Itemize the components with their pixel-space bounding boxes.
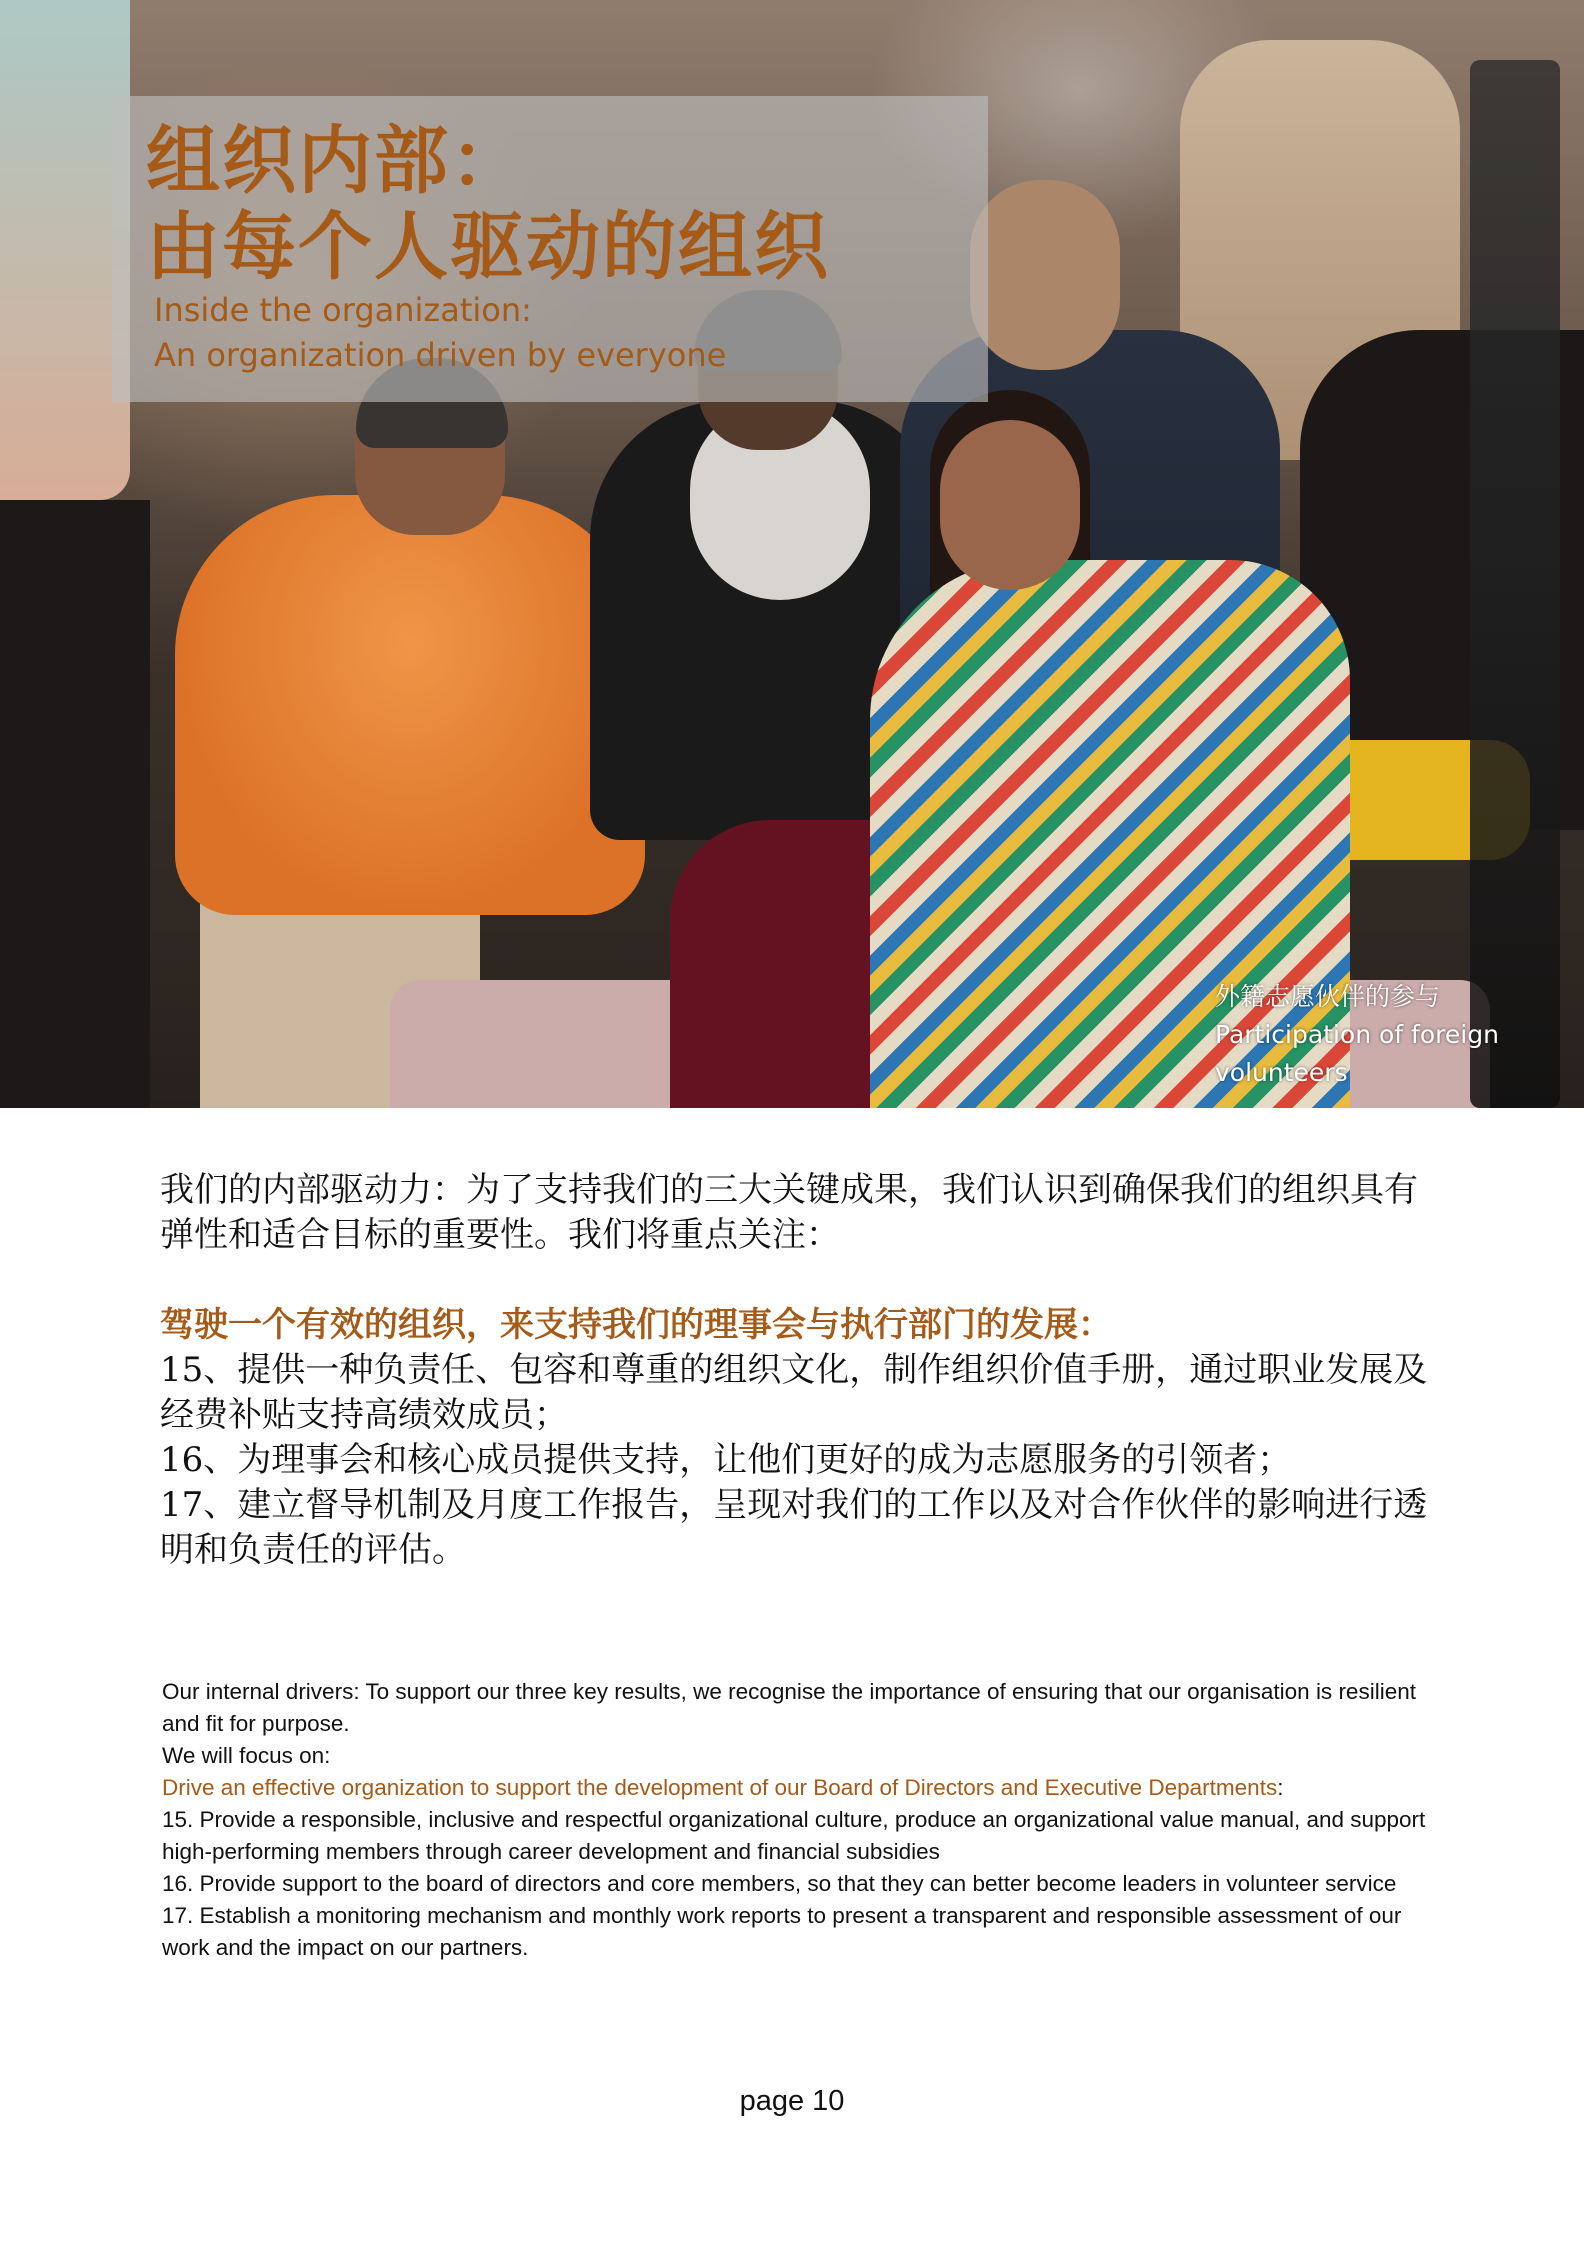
chinese-section: [160, 1168, 1450, 1573]
english-heading-line: [162, 1772, 1452, 1804]
title-cn-line-1: 组织内部：: [146, 118, 526, 204]
title-en-line-2: An organization driven by everyone: [154, 336, 727, 374]
chinese-item-17: 17、建立督导机制及月度工作报告，呈现对我们的工作以及对合作伙伴的影响进行透明和负责任的评估。: [160, 1485, 1428, 1570]
caption-cn: 外籍志愿伙伴的参与: [1215, 982, 1441, 1011]
english-section: [162, 1676, 1452, 1964]
english-heading: Drive an effective organization to support the development of our Board of Directors and Executive Departments: [162, 1775, 1278, 1800]
title-panel: [112, 96, 988, 402]
caption-en-line-2: volunteers: [1215, 1058, 1348, 1087]
english-focus: We will focus on:: [162, 1743, 331, 1768]
title-en-line-1: Inside the organization:: [154, 291, 532, 329]
english-heading-suffix: :: [1277, 1775, 1284, 1800]
title-cn-line-2: 由每个人驱动的组织: [146, 204, 830, 290]
english-intro: Our internal drivers: To support our three key results, we recognise the importance of ensuring that our organisation is resilient and fit for purpose.: [162, 1679, 1416, 1736]
chinese-item-16: 16、为理事会和核心成员提供支持，让他们更好的成为志愿服务的引领者；: [160, 1440, 1292, 1480]
page-title-chinese: [146, 118, 830, 290]
page-title-english: [154, 288, 726, 378]
photo-caption: [1215, 978, 1515, 1092]
chinese-intro: 我们的内部驱动力：为了支持我们的三大关键成果，我们认识到确保我们的组织具有弹性和适合目标的重要性。我们将重点关注：: [160, 1170, 1418, 1255]
page-number: page 10: [739, 2085, 845, 2117]
chinese-item-15: 15、提供一种负责任、包容和尊重的组织文化，制作组织价值手册，通过职业发展及经费补贴支持高绩效成员；: [160, 1350, 1428, 1435]
english-item-16: 16. Provide support to the board of directors and core members, so that they can better become leaders in volunteer service: [162, 1871, 1397, 1896]
chinese-heading: 驾驶一个有效的组织，来支持我们的理事会与执行部门的发展：: [160, 1305, 1112, 1345]
english-item-17: 17. Establish a monitoring mechanism and monthly work reports to present a transparent and responsible assessment of our work and the impact on our partners.: [162, 1903, 1402, 1960]
english-item-15: 15. Provide a responsible, inclusive and respectful organizational culture, produce an organizational value manual, and support high-performing members through career development and financial subsidies: [162, 1807, 1426, 1864]
caption-en-line-1: Participation of foreign: [1215, 1020, 1499, 1049]
hero-photo: [0, 0, 1584, 1108]
